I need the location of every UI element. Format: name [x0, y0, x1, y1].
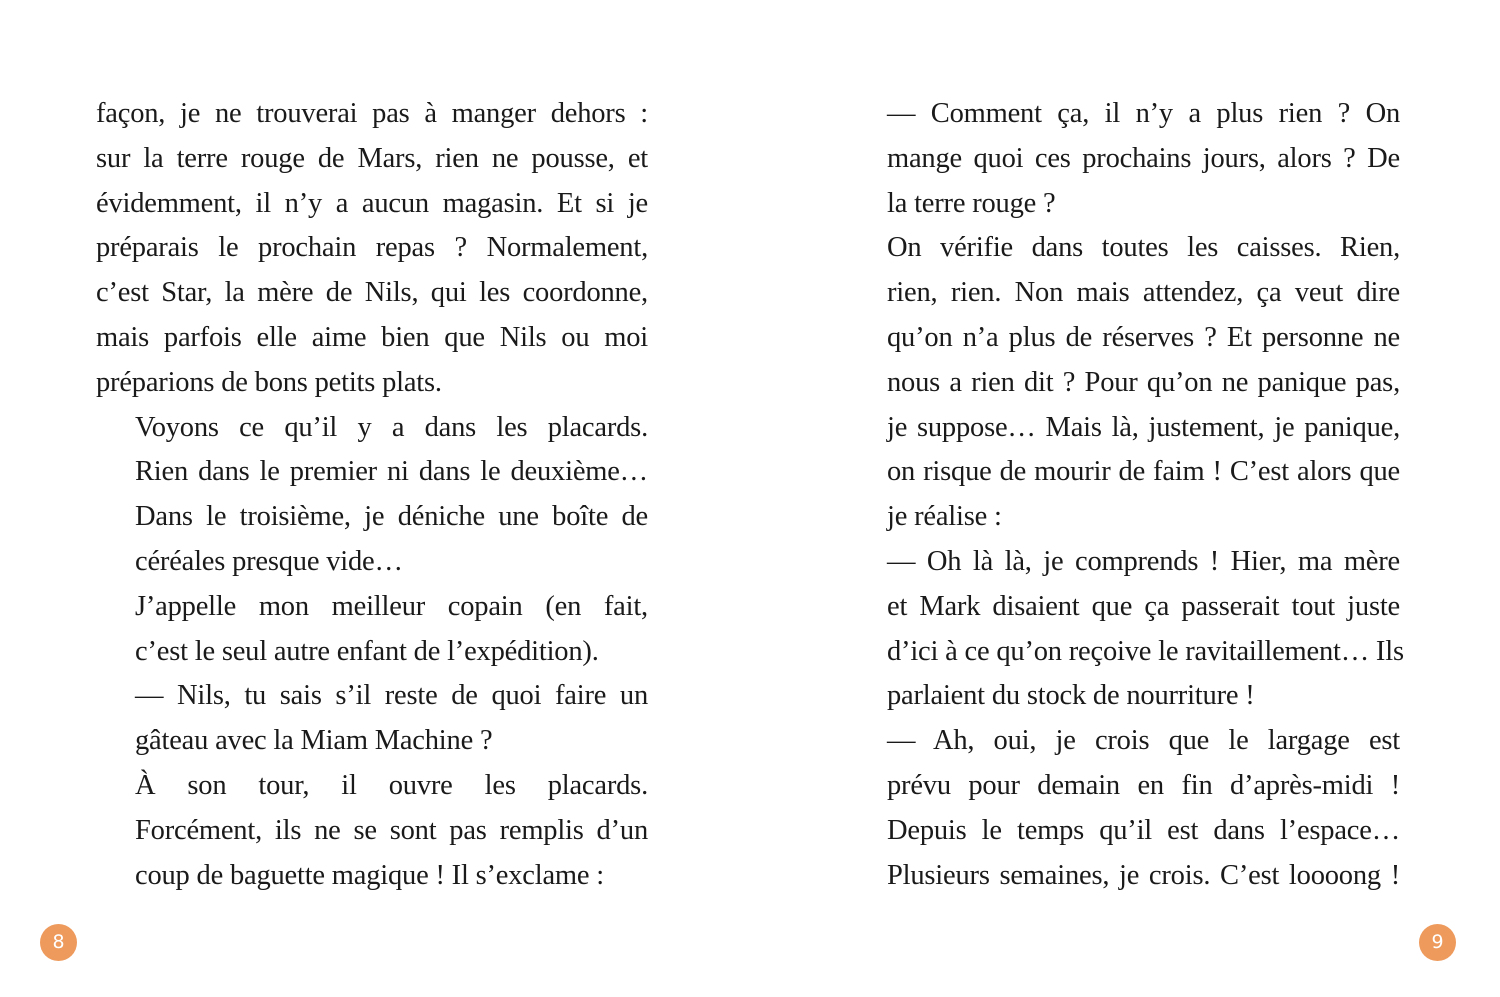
text-line: c’est le seul autre enfant de l’expédition). — [135, 635, 599, 667]
text-line: mais parfois elle aime bien que Nils ou moi — [96, 321, 648, 353]
left-page-text — [96, 92, 648, 898]
text-line: Plusieurs semaines, je crois. C’est loooong ! — [887, 859, 1400, 891]
text-line: Voyons ce qu’il y a dans les placards. — [135, 411, 648, 443]
text-line: Dans le troisième, je déniche une boîte de — [135, 501, 648, 533]
text-line: À son tour, il ouvre les placards. — [135, 769, 648, 801]
paragraph — [96, 764, 648, 898]
text-line: d’ici à ce qu’on reçoive le ravitaillement… Ils — [887, 635, 1404, 667]
text-line: Depuis le temps qu’il est dans l’espace… — [887, 814, 1400, 846]
text-line: — Comment ça, il n’y a plus rien ? On — [887, 98, 1400, 129]
paragraph — [848, 92, 1400, 226]
text-line: nous a rien dit ? Pour qu’on ne panique pas, — [887, 366, 1400, 398]
text-line: je suppose… Mais là, justement, je panique, — [887, 411, 1400, 443]
text-line: Forcément, ils ne se sont pas remplis d’un — [135, 814, 648, 846]
text-line: Rien dans le premier ni dans le deuxième… — [135, 456, 648, 488]
page-number-badge-left: 8 — [40, 924, 77, 961]
paragraph — [848, 226, 1400, 540]
text-line: rien, rien. Non mais attendez, ça veut dire — [887, 277, 1400, 309]
right-page-text — [848, 92, 1404, 898]
text-line: c’est Star, la mère de Nils, qui les coordonne, — [96, 277, 648, 309]
text-line: — Oh là là, je comprends ! Hier, ma mère — [887, 545, 1400, 577]
text-line: sur la terre rouge de Mars, rien ne pousse, et — [96, 142, 648, 174]
text-line: gâteau avec la Miam Machine ? — [135, 725, 493, 757]
page-number-badge-right: 9 — [1419, 924, 1456, 961]
paragraph — [96, 674, 648, 764]
text-line: préparais le prochain repas ? Normalement, — [96, 232, 648, 264]
text-line: — Ah, oui, je crois que le largage est — [887, 725, 1400, 757]
text-line: qu’on n’a plus de réserves ? Et personne ne — [887, 321, 1400, 353]
text-line: je réalise : — [887, 501, 1002, 533]
text-line: façon, je ne trouverai pas à manger dehors : — [96, 98, 648, 129]
text-line: on risque de mourir de faim ! C’est alors que — [887, 456, 1400, 488]
text-line: — Nils, tu sais s’il reste de quoi faire un — [135, 680, 648, 712]
paragraph — [96, 585, 648, 675]
text-line: et Mark disaient que ça passerait tout juste — [887, 590, 1400, 622]
text-line: parlaient du stock de nourriture ! — [887, 680, 1255, 712]
paragraph — [96, 406, 648, 585]
text-line: la terre rouge ? — [887, 187, 1056, 219]
text-line: On vérifie dans toutes les caisses. Rien, — [887, 232, 1400, 264]
text-line: mange quoi ces prochains jours, alors ? De — [887, 142, 1400, 174]
text-line: J’appelle mon meilleur copain (en fait, — [135, 590, 648, 622]
paragraph — [96, 92, 648, 406]
text-line: préparions de bons petits plats. — [96, 366, 442, 398]
text-line: évidemment, il n’y a aucun magasin. Et si je — [96, 187, 648, 219]
text-line: prévu pour demain en fin d’après-midi ! — [887, 769, 1400, 801]
paragraph — [848, 719, 1400, 898]
paragraph — [848, 540, 1404, 719]
text-line: coup de baguette magique ! Il s’exclame : — [135, 859, 604, 891]
text-line: céréales presque vide… — [135, 545, 403, 577]
